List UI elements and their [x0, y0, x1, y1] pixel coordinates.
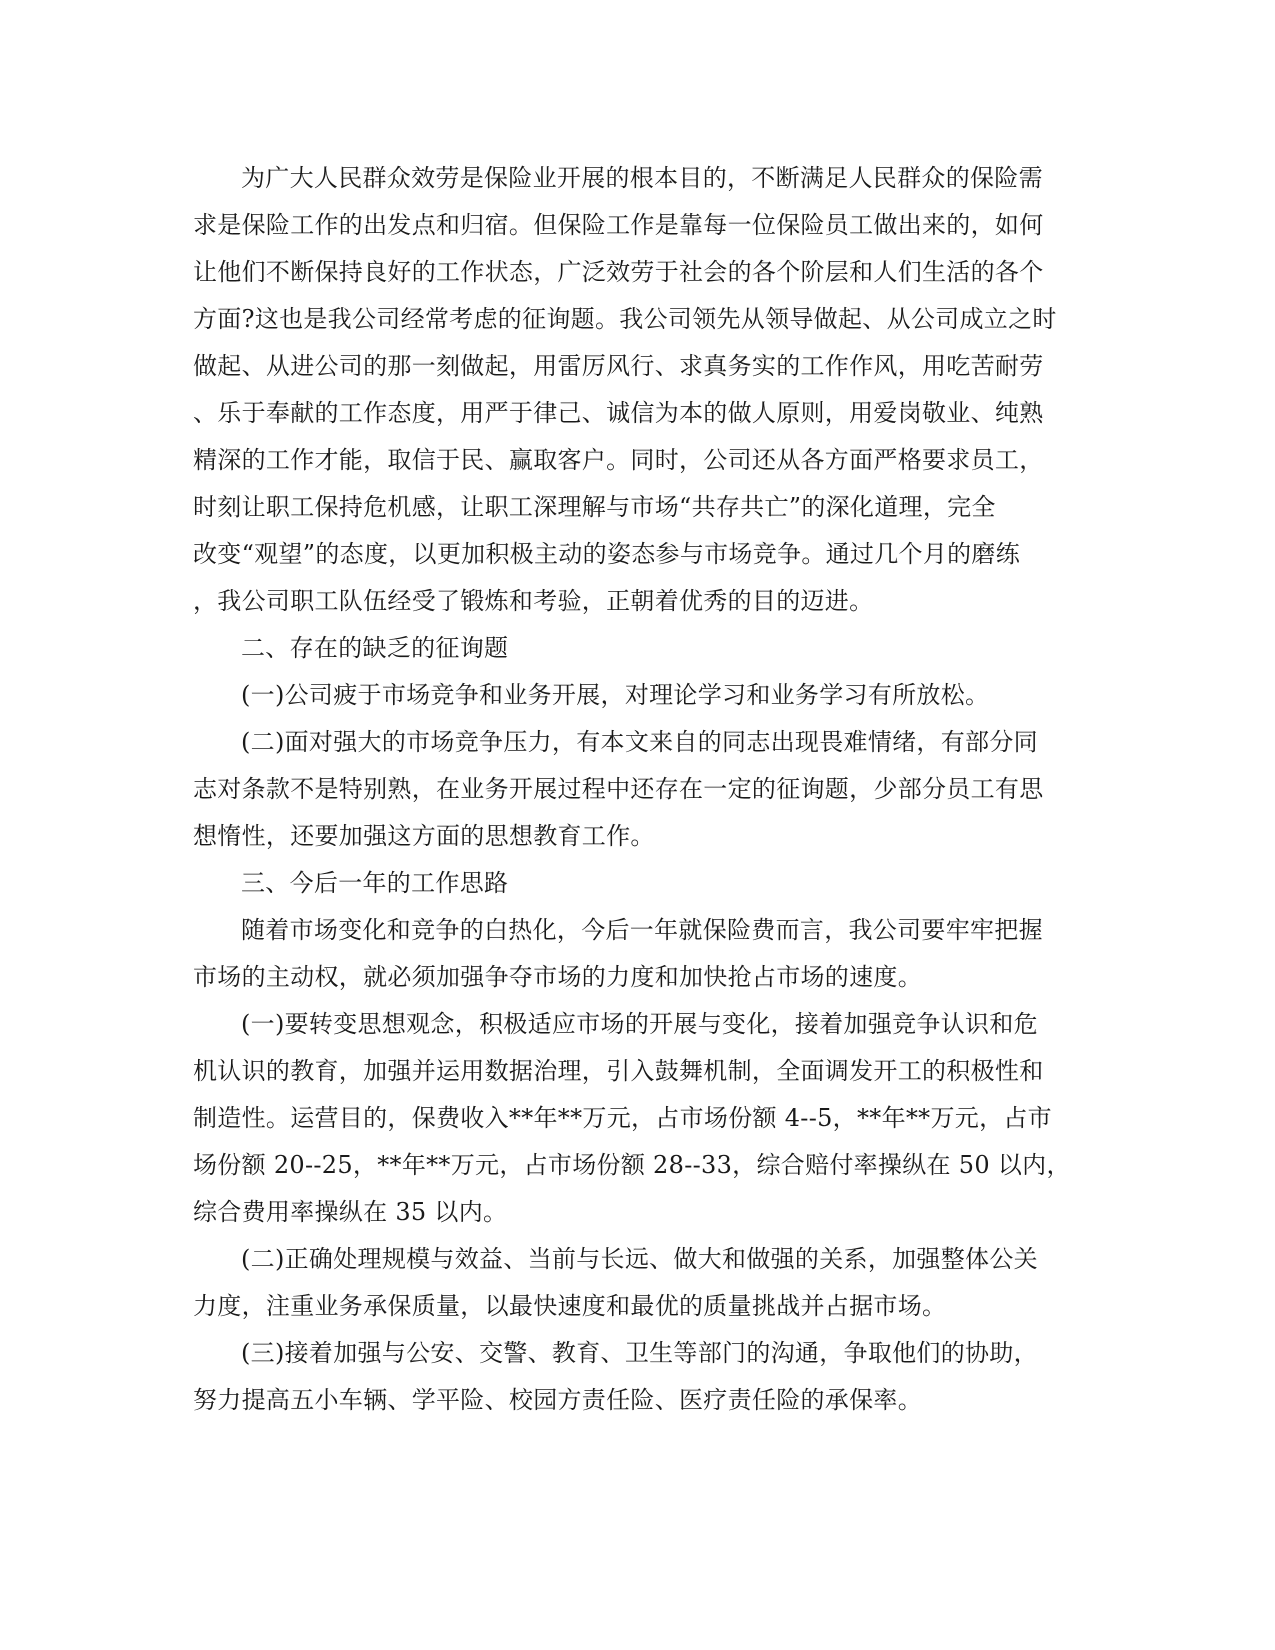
text-line: 求是保险工作的出发点和归宿。但保险工作是靠每一位保险员工做出来的，如何 — [193, 211, 1044, 239]
list-item: (一)要转变思想观念，积极适应市场的开展与变化，接着加强竞争认识和危 — [241, 1010, 1038, 1038]
text-line: 时刻让职工保持危机感，让职工深理解与市场“共存共亡”的深化道理，完全 — [193, 493, 996, 521]
text-line: 制造性。运营目的，保费收入**年**万元，占市场份额 4--5，**年**万元，占市 — [193, 1104, 1052, 1132]
text-line: 让他们不断保持良好的工作状态，广泛效劳于社会的各个阶层和人们生活的各个 — [193, 258, 1044, 286]
list-item: (一)公司疲于市场竞争和业务开展，对理论学习和业务学习有所放松。 — [241, 681, 990, 709]
text-line: 做起、从进公司的那一刻做起，用雷厉风行、求真务实的工作作风，用吃苦耐劳 — [193, 352, 1044, 380]
text-line: 改变“观望”的态度，以更加积极主动的姿态参与市场竞争。通过几个月的磨练 — [193, 540, 1021, 568]
text-line: 综合费用率操纵在 35 以内。 — [193, 1198, 508, 1226]
section-heading: 三、今后一年的工作思路 — [241, 869, 509, 897]
text-line: 精深的工作才能，取信于民、赢取客户。同时，公司还从各方面严格要求员工， — [193, 446, 1044, 474]
text-line: 市场的主动权，就必须加强争夺市场的力度和加快抢占市场的速度。 — [193, 963, 922, 991]
text-line: 志对条款不是特别熟，在业务开展过程中还存在一定的征询题，少部分员工有思 — [193, 775, 1044, 803]
text-line: 力度，注重业务承保质量，以最快速度和最优的质量挑战并占据市场。 — [193, 1292, 947, 1320]
text-line: ，我公司职工队伍经受了锻炼和考验，正朝着优秀的目的迈进。 — [193, 587, 874, 615]
list-item: (二)面对强大的市场竞争压力，有本文来自的同志出现畏难情绪，有部分同 — [241, 728, 1038, 756]
text-line: 为广大人民群众效劳是保险业开展的根本目的，不断满足人民群众的保险需 — [241, 164, 1043, 192]
text-line: 机认识的教育，加强并运用数据治理，引入鼓舞机制，全面调发开工的积极性和 — [193, 1057, 1044, 1085]
text-line: 努力提高五小车辆、学平险、校园方责任险、医疗责任险的承保率。 — [193, 1386, 922, 1414]
list-item: (三)接着加强与公安、交警、教育、卫生等部门的沟通，争取他们的协助， — [241, 1339, 1038, 1367]
text-line: 随着市场变化和竞争的白热化，今后一年就保险费而言，我公司要牢牢把握 — [241, 916, 1043, 944]
text-line: 场份额 20--25，**年**万元，占市场份额 28--33，综合赔付率操纵在 50 以内， — [193, 1151, 1071, 1179]
section-heading: 二、存在的缺乏的征询题 — [241, 634, 509, 662]
text-line: 、乐于奉献的工作态度，用严于律己、诚信为本的做人原则，用爱岗敬业、纯熟 — [193, 399, 1044, 427]
text-line: 方面?这也是我公司经常考虑的征询题。我公司领先从领导做起、从公司成立之时 — [193, 305, 1057, 333]
text-line: 想惰性，还要加强这方面的思想教育工作。 — [193, 822, 655, 850]
list-item: (二)正确处理规模与效益、当前与长远、做大和做强的关系，加强整体公关 — [241, 1245, 1038, 1273]
